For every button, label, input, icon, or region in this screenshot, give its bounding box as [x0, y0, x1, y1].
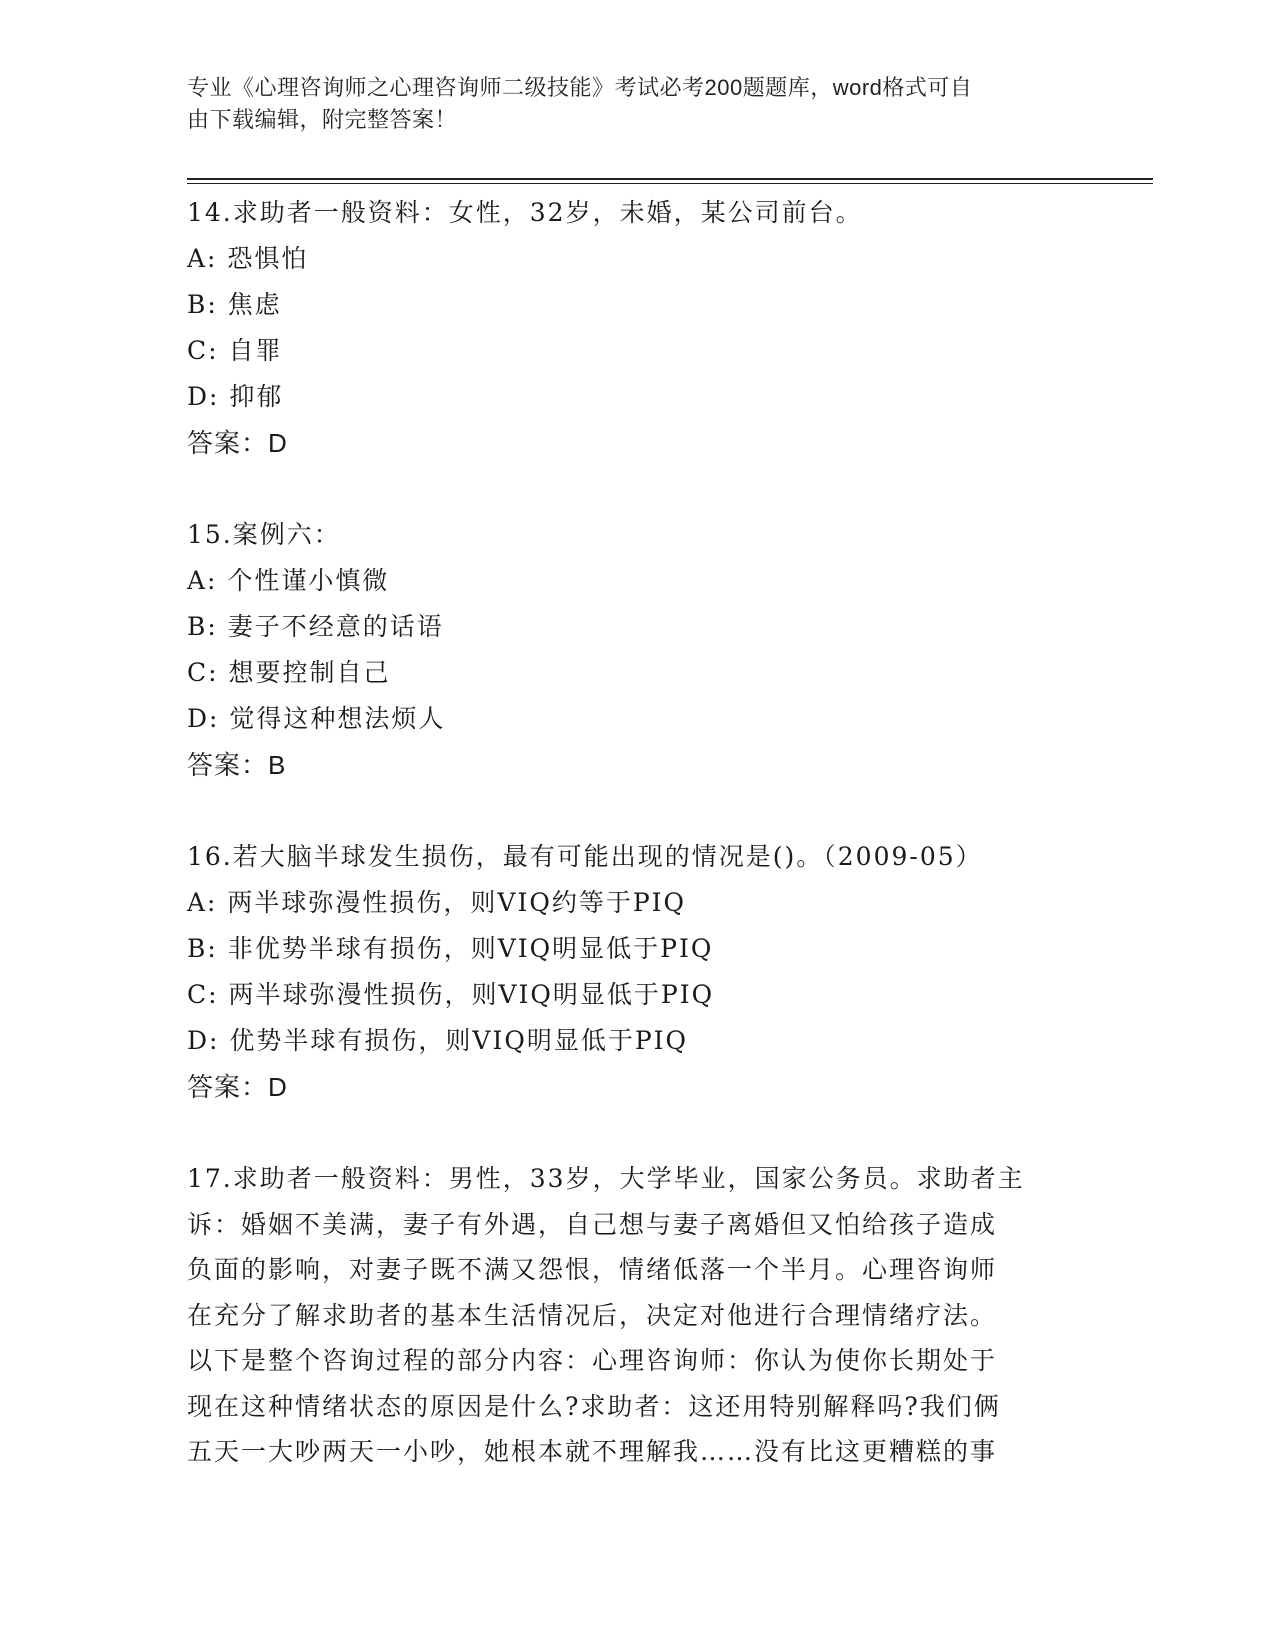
option-a: A: 两半球弥漫性损伤，则VIQ约等于PIQ [187, 888, 687, 917]
header-line-1: 专业《心理咨询师之心理咨询师二级技能》考试必考200题题库，word格式可自 [187, 75, 973, 100]
option-b: B: 妻子不经意的话语 [187, 612, 444, 641]
option-d: D: 觉得这种想法烦人 [187, 704, 446, 733]
spacer [187, 1110, 1087, 1156]
question-stem: 15.案例六： [187, 520, 341, 549]
question-stem: 16.若大脑半球发生损伤，最有可能出现的情况是()。（2009-05） [187, 842, 983, 871]
option-d: D: 优势半球有损伤，则VIQ明显低于PIQ [187, 1026, 689, 1055]
option-b: B: 焦虑 [187, 290, 282, 319]
question-16 [187, 834, 1087, 1110]
paragraph-line: 五天一大吵两天一小吵，她根本就不理解我……没有比这更糟糕的事 [187, 1437, 998, 1466]
paragraph-line: 负面的影响，对妻子既不满又怨恨，情绪低落一个半月。心理咨询师 [187, 1255, 998, 1284]
option-c: C: 两半球弥漫性损伤，则VIQ明显低于PIQ [187, 980, 715, 1009]
option-d: D: 抑郁 [187, 382, 284, 411]
header-divider-thin [187, 183, 1153, 184]
option-b: B: 非优势半球有损伤，则VIQ明显低于PIQ [187, 934, 714, 963]
paragraph-line: 在充分了解求助者的基本生活情况后，决定对他进行合理情绪疗法。 [187, 1300, 998, 1330]
option-a: A: 恐惧怕 [187, 244, 309, 273]
paragraph-line: 诉：婚姻不美满，妻子有外遇，自己想与妻子离婚但又怕给孩子造成 [187, 1209, 998, 1239]
option-c: C: 自罪 [187, 336, 283, 365]
question-list [187, 190, 1087, 1475]
header-line-2: 由下载编辑，附完整答案！ [187, 107, 458, 132]
option-c: C: 想要控制自己 [187, 658, 391, 687]
spacer [187, 466, 1087, 512]
spacer [187, 788, 1087, 834]
answer-label: 答案：D [187, 1072, 288, 1102]
question-stem: 14.求助者一般资料：女性，32岁，未婚，某公司前台。 [187, 198, 863, 227]
answer-label: 答案：D [187, 428, 288, 458]
answer-label: 答案：B [187, 750, 287, 780]
question-14 [187, 190, 1087, 466]
paragraph-line: 以下是整个咨询过程的部分内容：心理咨询师：你认为使你长期处于 [187, 1346, 998, 1375]
paragraph-line: 现在这种情绪状态的原因是什么?求助者：这还用特别解释吗?我们俩 [187, 1391, 1001, 1421]
option-a: A: 个性谨小慎微 [187, 566, 390, 595]
question-17 [187, 1156, 1067, 1475]
header-divider-thick [187, 178, 1153, 180]
paragraph-line: 17.求助者一般资料：男性，33岁，大学毕业，国家公务员。求助者主 [187, 1164, 1025, 1193]
question-15 [187, 512, 1087, 788]
document-header [187, 72, 1067, 136]
